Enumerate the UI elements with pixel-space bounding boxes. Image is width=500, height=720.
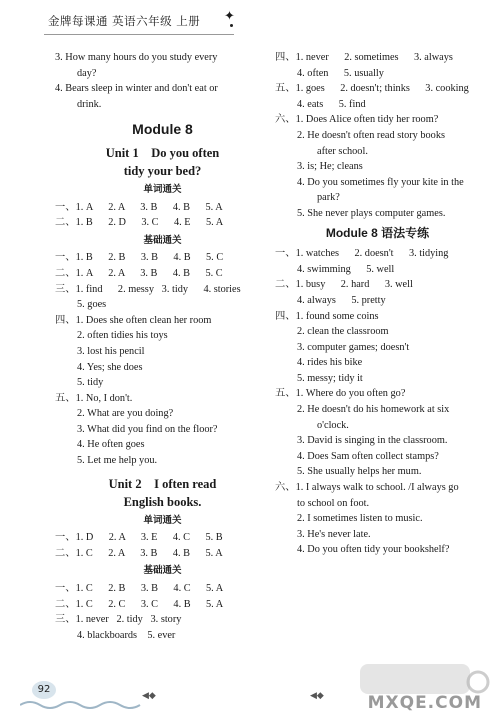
- answer-line: 2. clean the classroom: [297, 326, 389, 338]
- answer-line: 二、1. B 2. D 3. C 4. E 5. A: [55, 217, 224, 229]
- answer-line: 4. Bears sleep in winter and don't eat or: [55, 83, 218, 95]
- header-divider: [44, 34, 234, 35]
- answer-line: 4. Do you often tidy your bookshelf?: [297, 544, 450, 556]
- answer-line: 5. She never plays computer games.: [297, 207, 446, 219]
- answer-line: 二、1. busy 2. hard 3. well: [275, 279, 413, 291]
- answer-line: 一、1. watches 2. doesn't 3. tidying: [275, 248, 449, 260]
- grammar-heading: Module 8 语法专练: [325, 225, 430, 240]
- answer-line: 3. computer games; doesn't: [297, 341, 410, 353]
- watermark-text: MXQE.COM: [367, 693, 482, 713]
- answer-line: 一、1. B 2. B 3. B 4. B 5. C: [55, 252, 224, 264]
- answer-line: 3. is; He; cleans: [297, 161, 363, 173]
- unit-heading: [55, 475, 270, 511]
- unit-heading: [55, 144, 270, 180]
- answer-line: 2. He doesn't often read story books: [297, 129, 445, 141]
- answer-line: to school on foot.: [297, 497, 370, 509]
- wave-decoration-icon: [20, 697, 220, 711]
- module-heading: Module 8: [132, 121, 193, 138]
- answer-line: 4. always 5. pretty: [297, 294, 386, 306]
- answer-line: 三、1. never 2. tidy 3. story: [55, 614, 182, 626]
- answer-line: 2. I sometimes listen to music.: [297, 513, 423, 525]
- page-number: 92: [32, 681, 56, 699]
- header-dot: [230, 24, 233, 27]
- answer-line: 二、1. C 2. A 3. B 4. B 5. A: [55, 547, 223, 559]
- answer-line: 五、1. goes 2. doesn't; thinks 3. cooking: [275, 83, 469, 95]
- answer-line: 3. He's never late.: [297, 528, 371, 540]
- answer-line: 一、1. A 2. A 3. B 4. B 5. A: [55, 201, 223, 213]
- answer-line: 四、1. Does she often clean her room: [55, 314, 212, 326]
- answer-line: 4. blackboards 5. ever: [77, 629, 176, 641]
- left-column: [55, 50, 270, 643]
- answer-line: 4. rides his bike: [297, 357, 363, 369]
- answer-line: after school.: [317, 145, 368, 157]
- answer-line: 3. David is singing in the classroom.: [297, 435, 448, 447]
- answer-line: 4. Yes; she does: [77, 361, 143, 373]
- answer-line: 5. Let me help you.: [77, 455, 158, 467]
- answer-line: 5. goes: [77, 299, 107, 311]
- fish-icon: ◀◆: [310, 690, 324, 700]
- answer-line: 4. Do you sometimes fly your kite in the: [297, 176, 464, 188]
- answer-line: 4. swimming 5. well: [297, 263, 395, 275]
- answer-line: 六、1. Does Alice often tidy her room?: [275, 114, 439, 126]
- answer-line: 3. lost his pencil: [77, 345, 145, 357]
- unit-title-line2: English books.: [123, 494, 202, 509]
- answer-line: 六、1. I always walk to school. /I always go: [275, 482, 459, 494]
- answer-line: 五、1. No, I don't.: [55, 392, 133, 404]
- answer-line: 4. He often goes: [77, 439, 145, 451]
- answer-line: 3. What did you find on the floor?: [77, 423, 218, 435]
- book-title: 金牌每课通 英语六年级 上册: [48, 14, 201, 28]
- unit-title-line1: Unit 2 I often read: [108, 476, 217, 491]
- answer-line: 4. eats 5. find: [297, 98, 366, 110]
- answer-line: day?: [77, 67, 97, 79]
- section-heading: 基础通关: [143, 234, 182, 246]
- answer-line: 二、1. C 2. C 3. C 4. B 5. A: [55, 598, 224, 610]
- answer-line: 2. He doesn't do his homework at six: [297, 404, 450, 416]
- answer-line: 5. messy; tidy it: [297, 372, 363, 384]
- answer-line: 2. What are you doing?: [77, 408, 174, 420]
- section-heading: 基础通关: [143, 565, 182, 577]
- answer-line: 二、1. A 2. A 3. B 4. B 5. C: [55, 267, 223, 279]
- answer-line: 一、1. D 2. A 3. E 4. C 5. B: [55, 532, 223, 544]
- unit-title-line2: tidy your bed?: [123, 163, 202, 178]
- page-header: [0, 0, 500, 42]
- answer-line: 四、1. found some coins: [275, 310, 379, 322]
- answer-line: 三、1. find 2. messy 3. tidy 4. stories: [55, 283, 241, 295]
- answer-line: 四、1. never 2. sometimes 3. always: [275, 52, 453, 63]
- fish-icon: ◀◆: [142, 690, 156, 700]
- answer-line: o'clock.: [317, 419, 349, 431]
- answer-line: park?: [317, 192, 340, 204]
- unit-title-line1: Unit 1 Do you often: [105, 145, 220, 160]
- answer-line: 4. Does Sam often collect stamps?: [297, 450, 439, 462]
- section-heading: 单词通关: [143, 514, 182, 526]
- answer-line: 3. How many hours do you study every: [55, 52, 218, 63]
- answer-line: 2. often tidies his toys: [77, 330, 168, 342]
- answer-line: 5. She usually helps her mum.: [297, 466, 422, 478]
- right-column: [275, 50, 480, 558]
- star-icon: ✦: [224, 8, 235, 23]
- answer-line: 4. often 5. usually: [297, 67, 384, 79]
- answer-line: 一、1. C 2. B 3. B 4. C 5. A: [55, 583, 224, 595]
- page-footer: [0, 677, 500, 717]
- section-heading: 单词通关: [143, 183, 182, 195]
- answer-line: 五、1. Where do you often go?: [275, 388, 406, 400]
- answer-line: 5. tidy: [77, 377, 104, 389]
- answer-line: drink.: [77, 98, 102, 110]
